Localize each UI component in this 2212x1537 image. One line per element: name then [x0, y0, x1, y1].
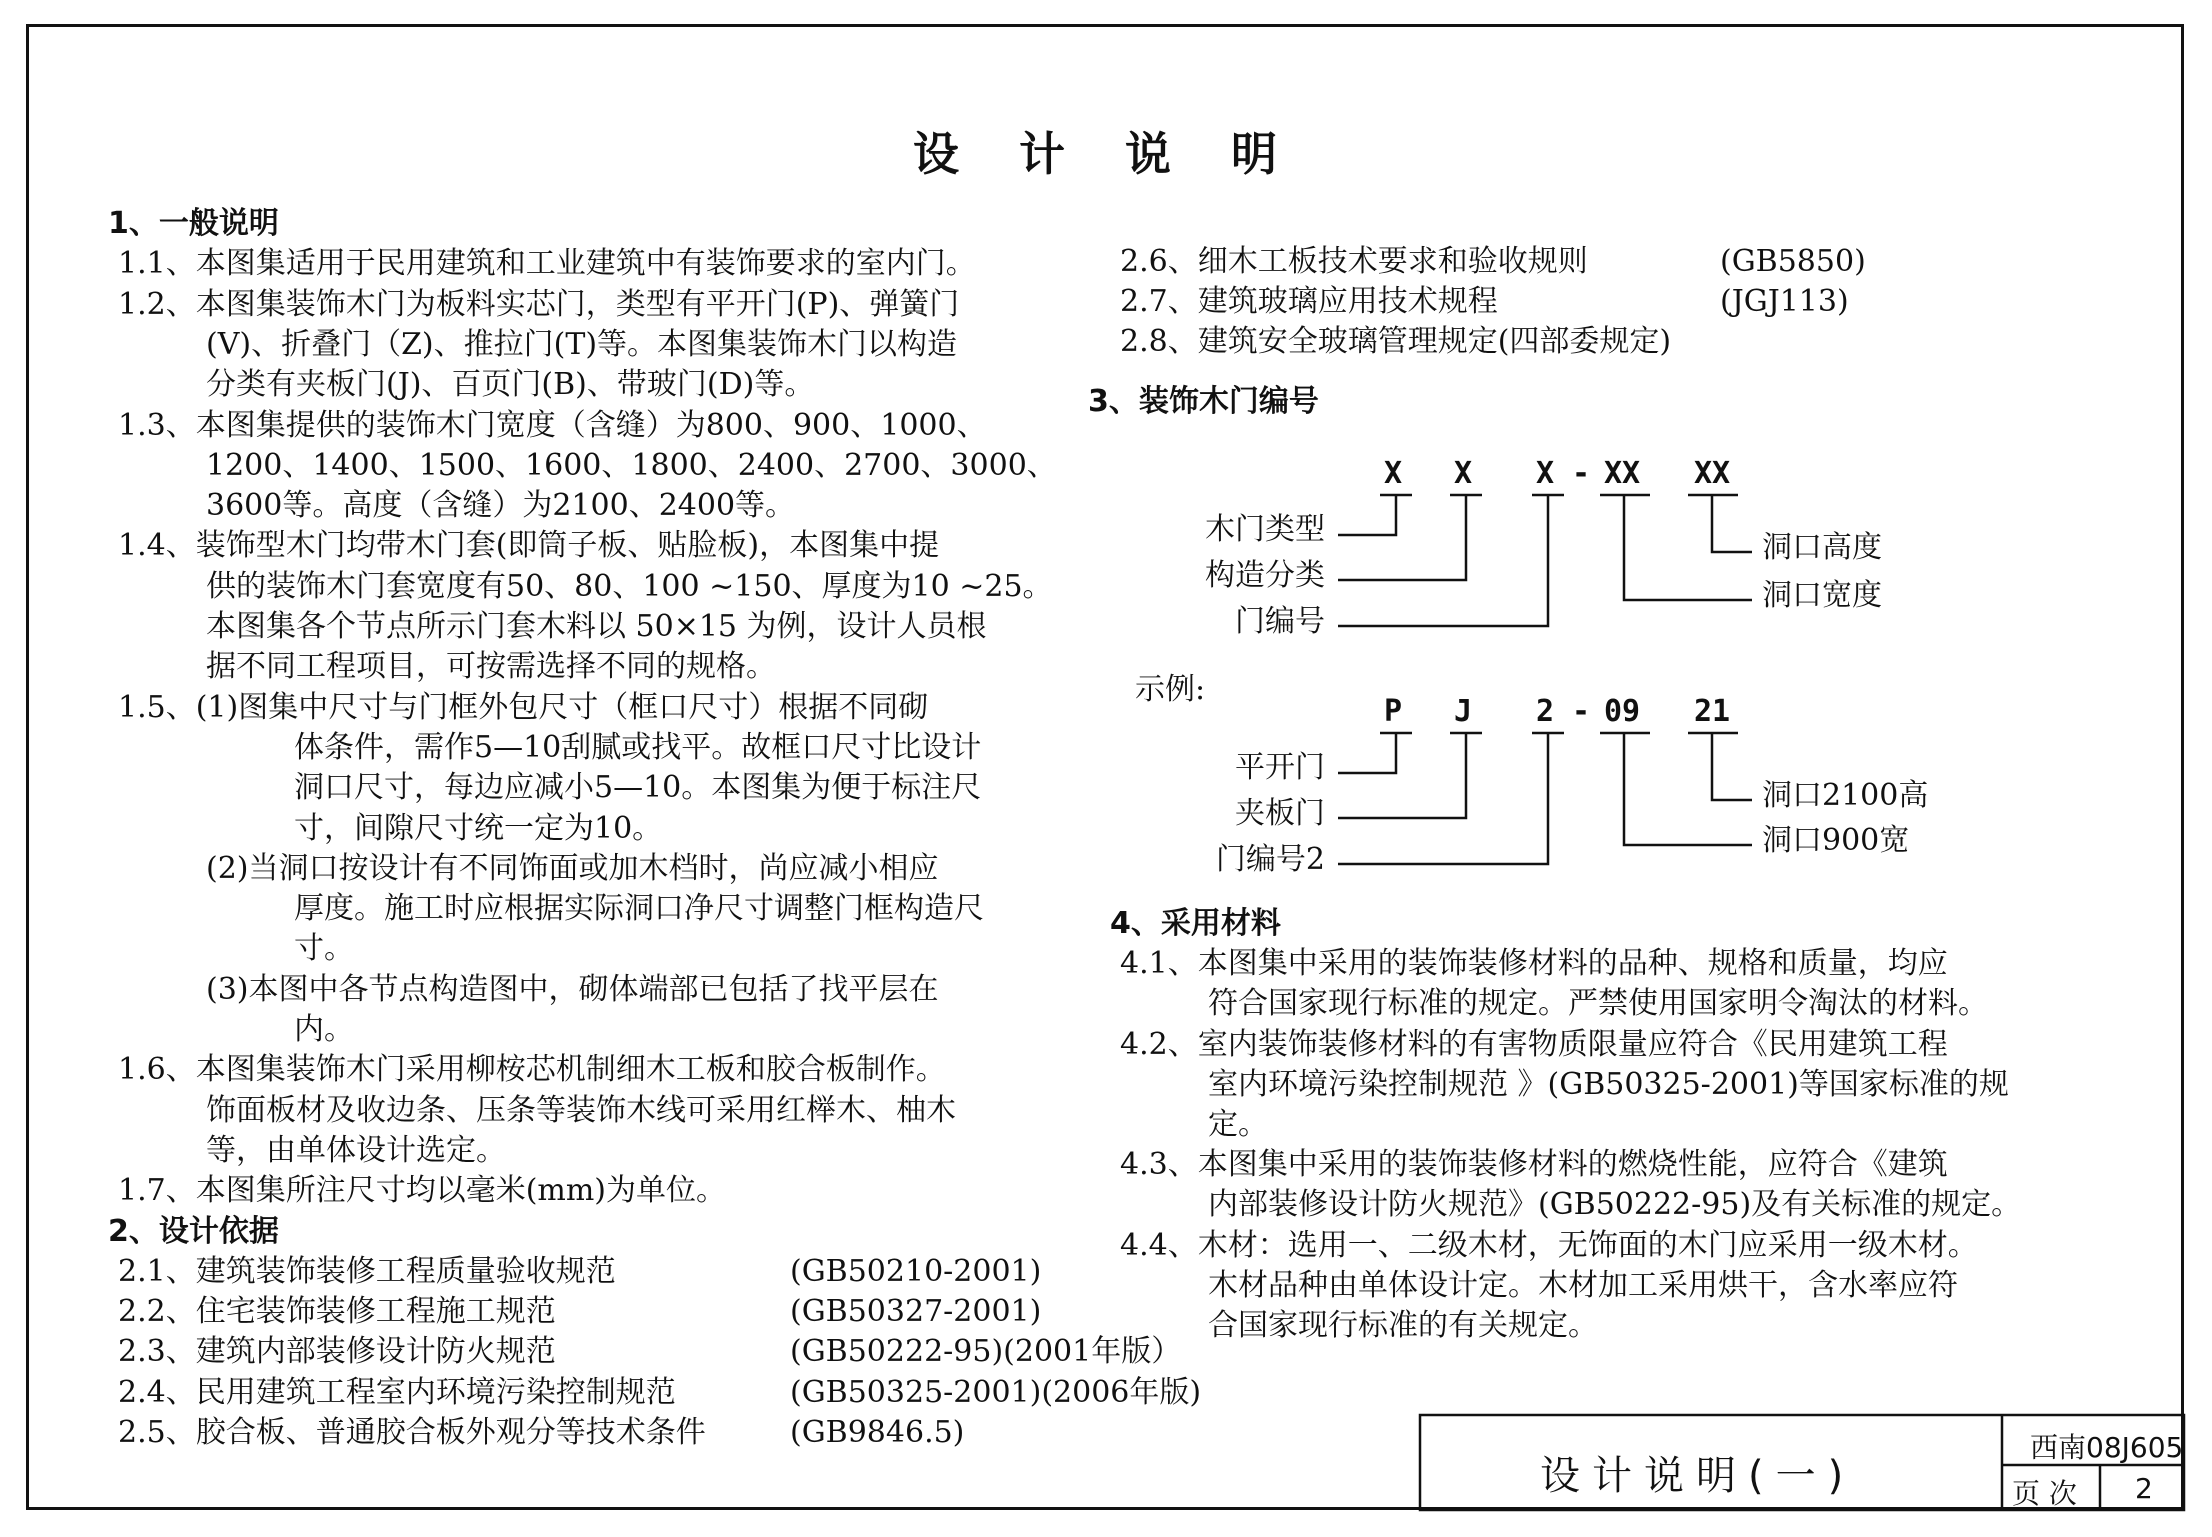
section-3-heading: 3、装饰木门编号: [1088, 384, 1319, 419]
text-line: 洞口尺寸，每边应减小5—10。本图集为便于标注尺: [294, 770, 982, 806]
text-line: 1.2、本图集装饰木门为板料实芯门，类型有平开门(P)、弹簧门: [118, 286, 960, 322]
code-left-label: 构造分类: [1205, 558, 1325, 593]
text-line: (3)本图中各节点构造图中，砌体端部已包括了找平层在: [206, 971, 939, 1007]
text-line: 本图集各个节点所示门套木料以 50×15 为例，设计人员根: [206, 609, 987, 644]
standard-code: (GB50210-2001): [790, 1253, 1042, 1289]
code-segment: X: [1384, 456, 1403, 491]
text-line: 4.4、木材：选用一、二级木材，无饰面的木门应采用一级木材。: [1120, 1227, 1978, 1263]
text-line: 4.2、室内装饰装修材料的有害物质限量应符合《民用建筑工程: [1120, 1026, 1948, 1062]
code-left-label: 夹板门: [1235, 796, 1325, 831]
text-line: 据不同工程项目，可按需选择不同的规格。: [206, 649, 776, 685]
standard-code: (GB50222-95)(2001年版）: [790, 1334, 1182, 1370]
code-left-label: 木门类型: [1205, 512, 1325, 547]
title-block-title: 设计说明(一): [1540, 1453, 1856, 1499]
text-line: 内。: [294, 1012, 354, 1047]
code-segment: XX: [1604, 456, 1641, 491]
code-left-label: 平开门: [1235, 750, 1325, 785]
text-line: 等，由单体设计选定。: [206, 1132, 506, 1168]
text-line: 寸，间隙尺寸统一定为10。: [294, 810, 663, 846]
text-line: 1.7、本图集所注尺寸均以毫米(mm)为单位。: [118, 1173, 727, 1209]
section-heading: 2、设计依据: [108, 1213, 279, 1249]
text-line: 1.3、本图集提供的装饰木门宽度（含缝）为800、900、1000、: [118, 407, 987, 443]
atlas-number: 西南08J605: [2030, 1431, 2184, 1464]
code-segment: X: [1454, 456, 1473, 491]
standard-code: (GB50327-2001): [790, 1294, 1042, 1330]
text-line: 4.3、本图集中采用的装饰装修材料的燃烧性能，应符合《建筑: [1120, 1147, 1948, 1183]
code-right-label: 洞口900宽: [1762, 823, 1910, 858]
section-heading: 1、一般说明: [108, 206, 279, 241]
section-heading: 4、采用材料: [1110, 906, 1281, 941]
text-line: 1.4、装饰型木门均带木门套(即筒子板、贴脸板)，本图集中提: [118, 528, 940, 564]
text-line: (2)当洞口按设计有不同饰面或加木档时，尚应减小相应: [206, 850, 939, 886]
standard-code: (GB50325-2001)(2006年版): [790, 1374, 1202, 1410]
code-segment: P: [1384, 694, 1403, 729]
code-segment: 09: [1604, 694, 1641, 729]
code-segment: 2: [1536, 694, 1555, 729]
text-line: 1.5、(1)图集中尺寸与门框外包尺寸（框口尺寸）根据不同砌: [118, 689, 929, 725]
code-left-label: 门编号: [1235, 604, 1325, 639]
text-line: 供的装饰木门套宽度有50、80、100 ~150、厚度为10 ~25。: [206, 568, 1053, 604]
page-title: 设 计 说 明: [912, 127, 1300, 181]
standard-code: (GB5850): [1720, 244, 1866, 279]
code-segment: -: [1572, 456, 1591, 491]
standard-code: (JGJ113): [1720, 284, 1849, 319]
text-line: 1200、1400、1500、1600、1800、2400、2700、3000、: [206, 447, 1057, 483]
text-line: 1.6、本图集装饰木门采用柳桉芯机制细木工板和胶合板制作。: [118, 1052, 946, 1088]
text-line: 体条件，需作5—10刮腻或找平。故框口尺寸比设计: [294, 729, 982, 765]
text-line: 3600等。高度（含缝）为2100、2400等。: [206, 488, 796, 524]
text-line: 饰面板材及收边条、压条等装饰木线可采用红榉木、柚木: [206, 1092, 956, 1128]
page-label: 页 次: [2012, 1477, 2077, 1510]
text-line: 厚度。施工时应根据实际洞口净尺寸调整门框构造尺: [294, 891, 984, 927]
text-line: 2.6、细木工板技术要求和验收规则: [1120, 244, 1588, 279]
text-line: 4.1、本图集中采用的装饰装修材料的品种、规格和质量，均应: [1120, 946, 1948, 982]
text-line: 室内环境污染控制规范 》(GB50325-2001)等国家标准的规: [1208, 1066, 2009, 1102]
page-number: 2: [2135, 1472, 2153, 1505]
standard-code: (GB9846.5): [790, 1415, 965, 1450]
code-segment: X: [1536, 456, 1555, 491]
code-segment: J: [1454, 694, 1473, 729]
code-segment: 21: [1694, 694, 1731, 729]
text-line: 2.1、建筑装饰装修工程质量验收规范: [118, 1253, 616, 1289]
code-right-label: 洞口宽度: [1762, 578, 1882, 613]
text-line: 2.4、民用建筑工程室内环境污染控制规范: [118, 1374, 676, 1410]
code-right-label: 洞口高度: [1762, 530, 1882, 565]
example-label: 示例:: [1135, 672, 1206, 707]
text-line: 寸。: [294, 931, 354, 967]
text-line: (V)、折叠门（Z)、推拉门(T)等。本图集装饰木门以构造: [206, 326, 958, 362]
text-line: 木材品种由单体设计定。木材加工采用烘干，含水率应符: [1208, 1267, 1958, 1303]
text-line: 2.2、住宅装饰装修工程施工规范: [118, 1294, 556, 1330]
code-left-label: 门编号2: [1215, 842, 1325, 877]
text-line: 2.3、建筑内部装修设计防火规范: [118, 1334, 556, 1370]
text-line: 合国家现行标准的有关规定。: [1208, 1308, 1598, 1343]
text-line: 2.5、胶合板、普通胶合板外观分等技术条件: [118, 1415, 706, 1450]
text-line: 1.1、本图集适用于民用建筑和工业建筑中有装饰要求的室内门。: [118, 246, 976, 282]
code-segment: -: [1572, 694, 1591, 729]
code-segment: XX: [1694, 456, 1731, 491]
text-line: 符合国家现行标准的规定。严禁使用国家明令淘汰的材料。: [1208, 986, 1988, 1022]
text-line: 2.7、建筑玻璃应用技术规程: [1120, 284, 1498, 319]
text-line: 2.8、建筑安全玻璃管理规定(四部委规定): [1120, 324, 1672, 359]
text-line: 分类有夹板门(J)、百页门(B)、带玻门(D)等。: [206, 367, 815, 403]
text-line: 定。: [1208, 1107, 1268, 1142]
code-right-label: 洞口2100高: [1762, 778, 1929, 813]
text-line: 内部装修设计防火规范》(GB50222-95)及有关标准的规定。: [1208, 1187, 2022, 1223]
